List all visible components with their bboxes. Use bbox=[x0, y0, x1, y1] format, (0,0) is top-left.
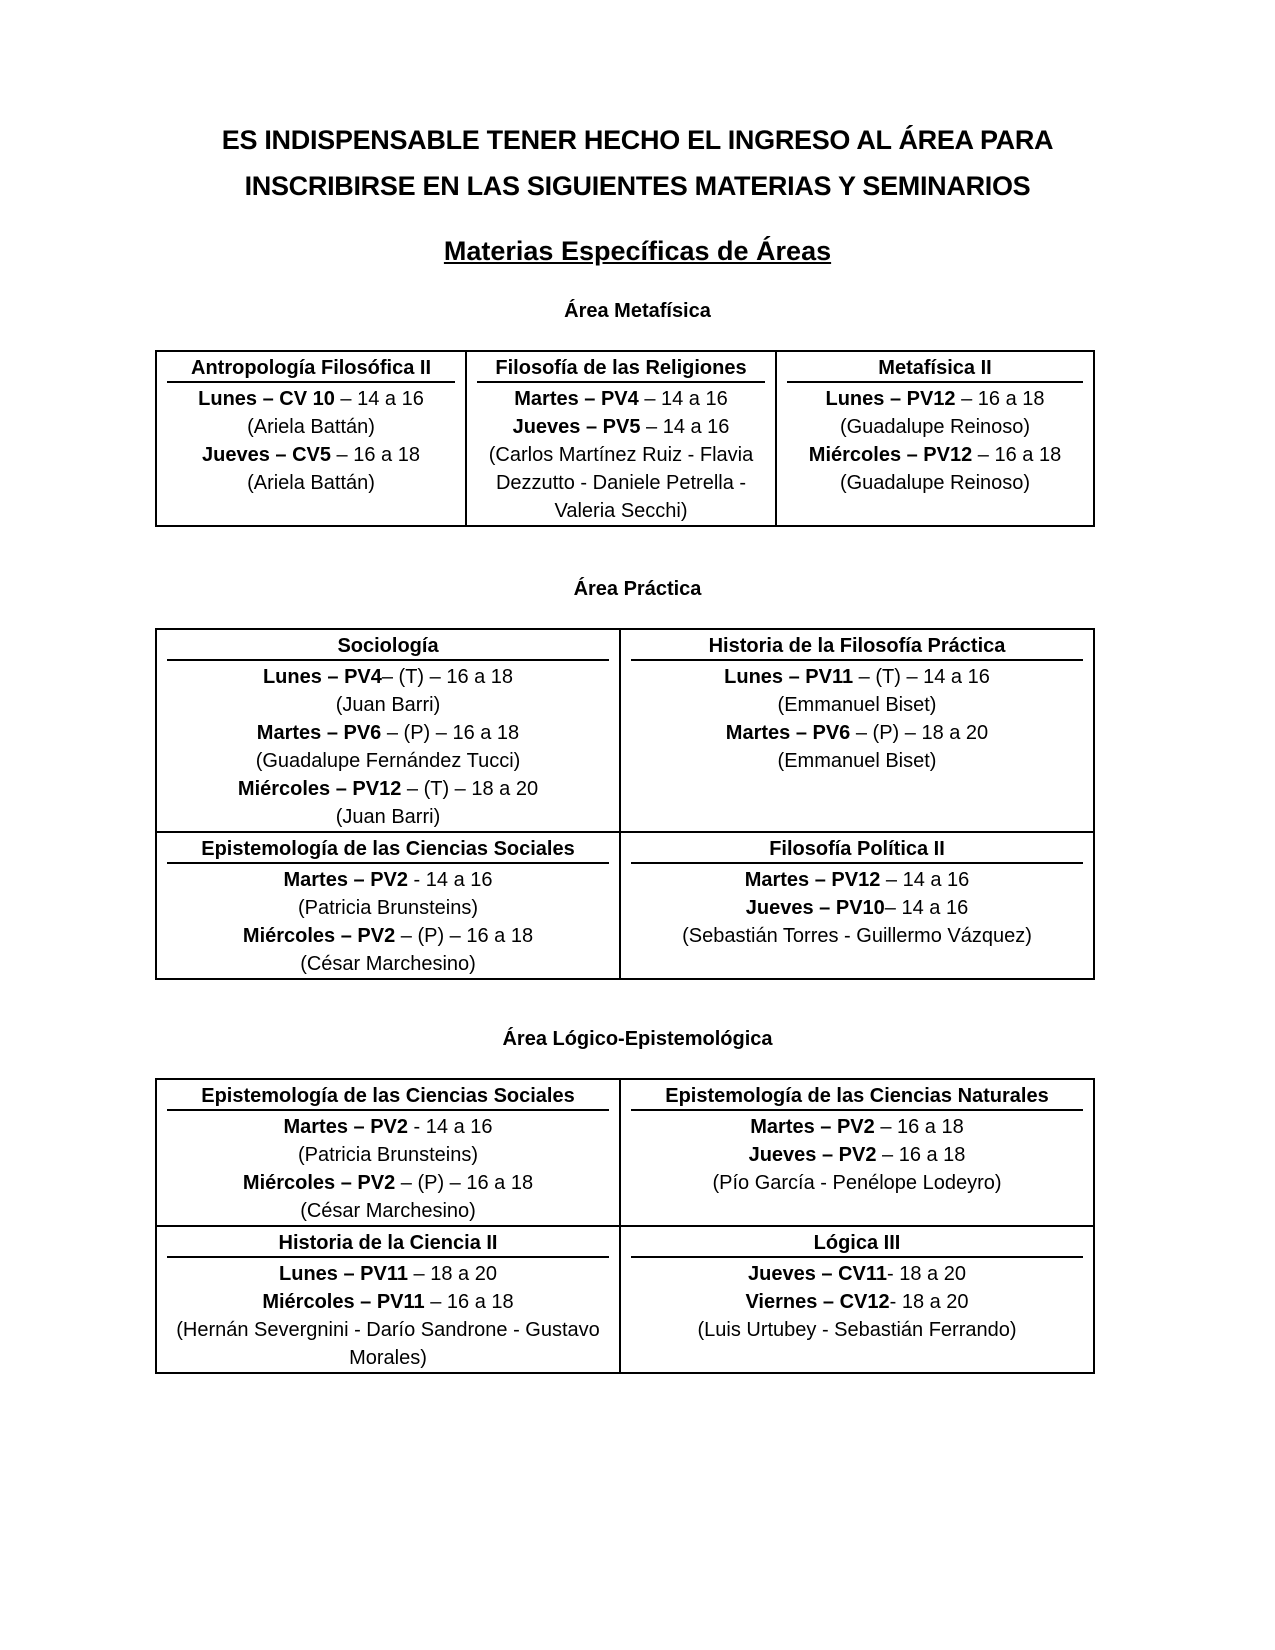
schedule-detail: – (P) – 18 a 20 bbox=[850, 722, 989, 744]
course-title: Historia de la Ciencia II bbox=[167, 1230, 609, 1258]
schedule-detail: - 18 a 20 bbox=[889, 1291, 969, 1313]
schedule-detail: – (P) – 16 a 18 bbox=[395, 1172, 534, 1194]
schedule-table-logico-epistemologica bbox=[155, 1078, 1095, 1374]
schedule-detail: – 14 a 16 bbox=[640, 416, 730, 438]
teacher-line bbox=[167, 1316, 609, 1372]
teacher-line bbox=[167, 1197, 609, 1225]
schedule-detail: - 18 a 20 bbox=[887, 1263, 966, 1285]
course-cell bbox=[156, 832, 620, 979]
table-row bbox=[156, 1226, 1094, 1373]
schedule-day-room: Jueves – CV5 bbox=[202, 444, 331, 466]
schedule-detail: – (P) – 16 a 18 bbox=[381, 722, 520, 744]
schedule-day-room: Martes – PV6 bbox=[256, 722, 382, 744]
area-title-metafisica: Área Metafísica bbox=[564, 300, 711, 322]
schedule-day-room: Martes – PV2 bbox=[283, 869, 408, 891]
schedule-detail: (Juan Barri) bbox=[335, 694, 441, 716]
schedule-day-room: Miércoles – PV12 bbox=[237, 778, 402, 800]
schedule-day-room: Martes – PV6 bbox=[725, 722, 851, 744]
section-subtitle: Materias Específicas de Áreas bbox=[443, 236, 832, 266]
teacher-line bbox=[167, 950, 609, 978]
schedule-table-practica bbox=[155, 628, 1095, 980]
schedule-day-room: Martes – PV4 bbox=[514, 388, 639, 410]
heading-line-1: ES INDISPENSABLE TENER HECHO EL INGRESO AL ÁREA PARA bbox=[221, 125, 1054, 155]
schedule-line bbox=[631, 1113, 1083, 1141]
schedule-detail: – 14 a 16 bbox=[880, 869, 970, 891]
course-title: Metafísica II bbox=[787, 355, 1083, 383]
schedule-detail: (Juan Barri) bbox=[335, 806, 441, 828]
schedule-detail: – 16 a 18 bbox=[874, 1116, 964, 1138]
schedule-line bbox=[631, 866, 1083, 894]
schedule-detail: (Patricia Brunsteins) bbox=[297, 897, 479, 919]
area-title-logico-epistemologica: Área Lógico-Epistemológica bbox=[502, 1028, 773, 1050]
schedule-day-room: Lunes – CV 10 bbox=[198, 388, 335, 410]
schedule-detail: – 14 a 16 bbox=[334, 388, 424, 410]
course-cell bbox=[156, 1226, 620, 1373]
schedule-line bbox=[167, 1169, 609, 1197]
schedule-detail: – (T) – 14 a 16 bbox=[853, 666, 990, 688]
schedule-line bbox=[787, 385, 1083, 413]
schedule-line bbox=[631, 1288, 1083, 1316]
schedule-detail: (Guadalupe Fernández Tucci) bbox=[255, 750, 521, 772]
course-title: Historia de la Filosofía Práctica bbox=[631, 633, 1083, 661]
schedule-day-room: Martes – PV12 bbox=[744, 869, 881, 891]
course-title: Epistemología de las Ciencias Sociales bbox=[167, 1083, 609, 1111]
teacher-line bbox=[167, 747, 609, 775]
schedule-detail: (Pío García - Penélope Lodeyro) bbox=[712, 1172, 1002, 1194]
schedule-detail: – 16 a 18 bbox=[972, 444, 1062, 466]
schedule-day-room: Lunes – PV12 bbox=[825, 388, 956, 410]
table-row bbox=[156, 629, 1094, 832]
course-cell bbox=[620, 629, 1094, 832]
course-title: Epistemología de las Ciencias Naturales bbox=[631, 1083, 1083, 1111]
teacher-line bbox=[477, 441, 765, 525]
course-cell bbox=[466, 351, 776, 526]
page-heading bbox=[150, 117, 1125, 209]
schedule-detail: (Guadalupe Reinoso) bbox=[839, 472, 1031, 494]
schedule-line bbox=[167, 1113, 609, 1141]
schedule-line bbox=[631, 1141, 1083, 1169]
schedule-day-room: Lunes – PV4 bbox=[262, 666, 382, 688]
schedule-detail: – (T) – 16 a 18 bbox=[381, 666, 514, 688]
teacher-line bbox=[631, 1169, 1083, 1197]
schedule-line bbox=[477, 385, 765, 413]
schedule-day-room: Miércoles – PV2 bbox=[242, 925, 396, 947]
teacher-line bbox=[167, 803, 609, 831]
teacher-line bbox=[787, 413, 1083, 441]
schedule-line bbox=[631, 719, 1083, 747]
course-cell bbox=[156, 351, 466, 526]
table-row bbox=[156, 351, 1094, 526]
course-title: Filosofía de las Religiones bbox=[477, 355, 765, 383]
schedule-detail: (César Marchesino) bbox=[300, 953, 476, 975]
table-row bbox=[156, 832, 1094, 979]
schedule-detail: – 16 a 18 bbox=[331, 444, 420, 466]
teacher-line bbox=[167, 691, 609, 719]
course-cell bbox=[156, 629, 620, 832]
schedule-detail: – 16 a 18 bbox=[424, 1291, 514, 1313]
teacher-line bbox=[167, 469, 455, 497]
table-row bbox=[156, 1079, 1094, 1226]
teacher-line bbox=[631, 691, 1083, 719]
schedule-day-room: Martes – PV2 bbox=[750, 1116, 875, 1138]
schedule-line bbox=[167, 385, 455, 413]
schedule-day-room: Jueves – CV11 bbox=[748, 1263, 888, 1285]
schedule-detail: (Sebastián Torres - Guillermo Vázquez) bbox=[682, 925, 1032, 947]
course-cell bbox=[156, 1079, 620, 1226]
schedule-detail: (César Marchesino) bbox=[300, 1200, 476, 1222]
schedule-detail: (Hernán Severgnini - Darío Sandrone - Gustavo Morales) bbox=[176, 1319, 600, 1369]
teacher-line bbox=[787, 469, 1083, 497]
schedule-line bbox=[477, 413, 765, 441]
teacher-line bbox=[167, 1141, 609, 1169]
course-cell bbox=[620, 1079, 1094, 1226]
schedule-line bbox=[631, 663, 1083, 691]
schedule-day-room: Miércoles – PV2 bbox=[242, 1172, 396, 1194]
schedule-line bbox=[167, 922, 609, 950]
course-cell bbox=[776, 351, 1094, 526]
schedule-line bbox=[167, 441, 455, 469]
course-title: Lógica III bbox=[631, 1230, 1083, 1258]
schedule-detail: (Emmanuel Biset) bbox=[777, 750, 937, 772]
schedule-line bbox=[167, 775, 609, 803]
schedule-day-room: Lunes – PV11 bbox=[724, 666, 854, 688]
schedule-detail: – 16 a 18 bbox=[955, 388, 1045, 410]
schedule-line bbox=[167, 866, 609, 894]
schedule-detail: – 18 a 20 bbox=[408, 1263, 497, 1285]
schedule-detail: – 14 a 16 bbox=[884, 897, 969, 919]
schedule-line bbox=[167, 719, 609, 747]
schedule-detail: (Patricia Brunsteins) bbox=[297, 1144, 479, 1166]
schedule-detail: (Emmanuel Biset) bbox=[777, 694, 937, 716]
schedule-detail: - 14 a 16 bbox=[408, 869, 493, 891]
schedule-detail: (Ariela Battán) bbox=[247, 472, 375, 494]
schedule-day-room: Jueves – PV10 bbox=[745, 897, 885, 919]
teacher-line bbox=[631, 922, 1083, 950]
schedule-line bbox=[167, 1288, 609, 1316]
schedule-detail: – 16 a 18 bbox=[876, 1144, 966, 1166]
schedule-line bbox=[631, 894, 1083, 922]
schedule-detail: - 14 a 16 bbox=[408, 1116, 493, 1138]
schedule-day-room: Miércoles – PV11 bbox=[262, 1291, 425, 1313]
teacher-line bbox=[631, 747, 1083, 775]
schedule-line bbox=[787, 441, 1083, 469]
course-title: Sociología bbox=[167, 633, 609, 661]
schedule-detail: – 14 a 16 bbox=[638, 388, 728, 410]
schedule-day-room: Lunes – PV11 bbox=[279, 1263, 408, 1285]
schedule-day-room: Miércoles – PV12 bbox=[808, 444, 973, 466]
schedule-day-room: Jueves – PV5 bbox=[512, 416, 641, 438]
heading-line-2: INSCRIBIRSE EN LAS SIGUIENTES MATERIAS Y SEMINARIOS bbox=[244, 171, 1031, 201]
schedule-day-room: Viernes – CV12 bbox=[745, 1291, 890, 1313]
course-cell bbox=[620, 1226, 1094, 1373]
course-title: Antropología Filosófica II bbox=[167, 355, 455, 383]
teacher-line bbox=[167, 413, 455, 441]
teacher-line bbox=[167, 894, 609, 922]
course-title: Filosofía Política II bbox=[631, 836, 1083, 864]
schedule-day-room: Martes – PV2 bbox=[283, 1116, 408, 1138]
schedule-detail: (Carlos Martínez Ruiz - Flavia Dezzutto - Daniele Petrella - Valeria Secchi) bbox=[488, 444, 754, 522]
schedule-day-room: Jueves – PV2 bbox=[748, 1144, 877, 1166]
course-title: Epistemología de las Ciencias Sociales bbox=[167, 836, 609, 864]
schedule-line bbox=[631, 1260, 1083, 1288]
schedule-detail: – (T) – 18 a 20 bbox=[401, 778, 539, 800]
area-title-practica: Área Práctica bbox=[573, 578, 702, 600]
schedule-table-metafisica bbox=[155, 350, 1095, 527]
schedule-line bbox=[167, 663, 609, 691]
schedule-detail: – (P) – 16 a 18 bbox=[395, 925, 534, 947]
schedule-detail: (Luis Urtubey - Sebastián Ferrando) bbox=[697, 1319, 1017, 1341]
course-cell bbox=[620, 832, 1094, 979]
teacher-line bbox=[631, 1316, 1083, 1344]
schedule-detail: (Ariela Battán) bbox=[247, 416, 375, 438]
schedule-line bbox=[167, 1260, 609, 1288]
schedule-detail: (Guadalupe Reinoso) bbox=[839, 416, 1031, 438]
